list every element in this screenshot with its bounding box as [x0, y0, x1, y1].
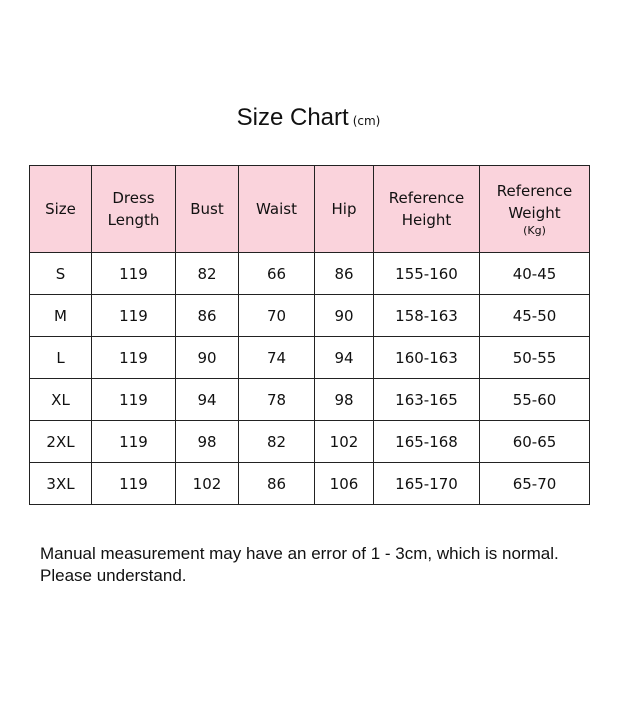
- table-row: [30, 253, 590, 295]
- weight-unit: (Kg): [523, 224, 546, 237]
- table-row: [30, 337, 590, 379]
- bust-cell: 94: [176, 379, 239, 421]
- note-line-2: Please understand.: [40, 566, 187, 585]
- header-reference-weight: Reference Weight (Kg): [480, 166, 590, 253]
- dress-length-cell: 119: [92, 421, 176, 463]
- hip-cell: 94: [315, 337, 374, 379]
- waist-cell: 74: [239, 337, 315, 379]
- hip-cell: 102: [315, 421, 374, 463]
- chart-title-text: Size Chart: [236, 104, 349, 131]
- dress-length-cell: 119: [92, 253, 176, 295]
- dress-length-cell: 119: [92, 379, 176, 421]
- measurement-note: [40, 543, 610, 587]
- table-row: [30, 379, 590, 421]
- bust-cell: 102: [176, 463, 239, 505]
- bust-cell: 86: [176, 295, 239, 337]
- dress-length-cell: 119: [92, 463, 176, 505]
- chart-title: [0, 104, 617, 132]
- hip-cell: 98: [315, 379, 374, 421]
- dress-length-cell: 119: [92, 337, 176, 379]
- chart-title-unit: (cm): [352, 114, 381, 128]
- reference-weight-cell: 55-60: [480, 379, 590, 421]
- header-hip: Hip: [315, 166, 374, 253]
- hip-cell: 106: [315, 463, 374, 505]
- note-line-1: Manual measurement may have an error of 1 - 3cm, which is normal.: [40, 544, 559, 563]
- size-cell: 2XL: [30, 421, 92, 463]
- reference-height-cell: 165-170: [374, 463, 480, 505]
- table-row: [30, 421, 590, 463]
- bust-cell: 82: [176, 253, 239, 295]
- hip-cell: 86: [315, 253, 374, 295]
- reference-height-cell: 158-163: [374, 295, 480, 337]
- reference-weight-cell: 65-70: [480, 463, 590, 505]
- header-reference-height: Reference Height: [374, 166, 480, 253]
- size-cell: L: [30, 337, 92, 379]
- header-row: [30, 166, 590, 253]
- reference-height-cell: 163-165: [374, 379, 480, 421]
- header-waist: Waist: [239, 166, 315, 253]
- table-row: [30, 295, 590, 337]
- waist-cell: 78: [239, 379, 315, 421]
- bust-cell: 90: [176, 337, 239, 379]
- reference-height-cell: 155-160: [374, 253, 480, 295]
- reference-weight-cell: 50-55: [480, 337, 590, 379]
- hip-cell: 90: [315, 295, 374, 337]
- size-cell: M: [30, 295, 92, 337]
- reference-weight-cell: 60-65: [480, 421, 590, 463]
- waist-cell: 70: [239, 295, 315, 337]
- header-dress-length: Dress Length: [92, 166, 176, 253]
- waist-cell: 86: [239, 463, 315, 505]
- reference-weight-cell: 45-50: [480, 295, 590, 337]
- waist-cell: 82: [239, 421, 315, 463]
- dress-length-cell: 119: [92, 295, 176, 337]
- size-table: [29, 165, 590, 505]
- size-cell: S: [30, 253, 92, 295]
- size-cell: XL: [30, 379, 92, 421]
- reference-height-cell: 165-168: [374, 421, 480, 463]
- table-row: [30, 463, 590, 505]
- waist-cell: 66: [239, 253, 315, 295]
- reference-height-cell: 160-163: [374, 337, 480, 379]
- reference-weight-cell: 40-45: [480, 253, 590, 295]
- header-size: Size: [30, 166, 92, 253]
- header-bust: Bust: [176, 166, 239, 253]
- size-cell: 3XL: [30, 463, 92, 505]
- bust-cell: 98: [176, 421, 239, 463]
